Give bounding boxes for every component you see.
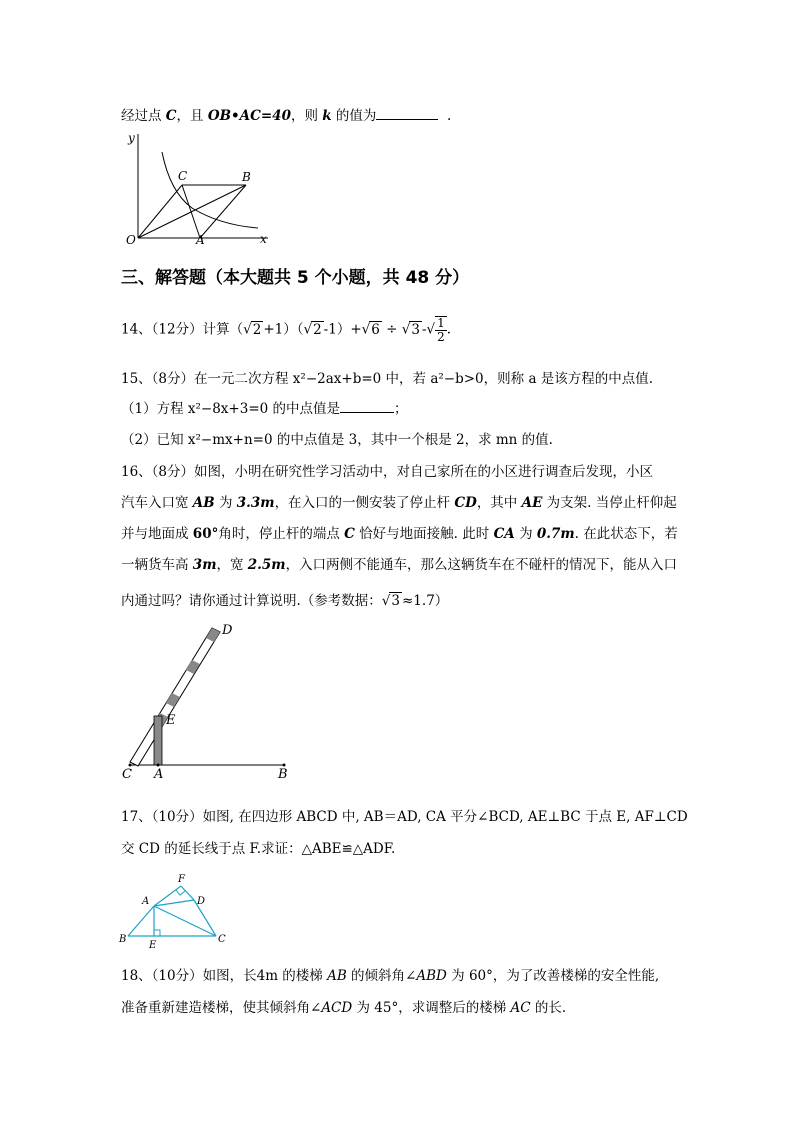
segment-OC xyxy=(138,185,182,238)
q13-text: 经过点 C，且 OB•AC=40，则 k 的值为 . xyxy=(121,108,452,124)
label-C: C xyxy=(122,767,132,782)
label-B: B xyxy=(278,767,288,782)
q16-line3: 并与地面成 60°角时，停止杆的端点 C 恰好与地面接触. 此时 CA 为 0.7m. 在此状态下，若 xyxy=(121,526,678,542)
support-AE xyxy=(154,716,162,765)
label-B: B xyxy=(119,934,127,945)
q15-line1: 15、（8分）在一元二次方程 x²−2ax+b=0 中，若 a²−b>0，则称 a 是该方程的中点值. xyxy=(121,371,654,387)
hyperbola-curve xyxy=(162,152,258,228)
label-D: D xyxy=(222,623,233,638)
q17-figure xyxy=(118,870,233,950)
right-angle-F xyxy=(176,890,185,895)
label-C: C xyxy=(218,934,226,945)
label-E: E xyxy=(149,940,157,950)
q17-line2: 交 CD 的延长线于点 F.求证：△ABE≌△ADF. xyxy=(121,841,396,857)
q14-text: 14、（12分）计算（√2 +1）（√2 -1）+√6 ÷ √3 -√ $\frac{1}{2}$ . xyxy=(121,316,452,344)
label-A: A xyxy=(196,233,205,245)
segment-AB xyxy=(128,906,154,936)
q15-line2: （1）方程 x²−8x+3=0 的中点值是 ； xyxy=(121,401,408,417)
q16-line4: 一辆货车高 3m，宽 2.5m，入口两侧不能通车，那么这辆货车在不碰杆的情况下，能从入口 xyxy=(121,557,678,573)
label-A: A xyxy=(154,767,164,782)
label-A: A xyxy=(142,896,150,907)
q16-figure xyxy=(118,620,308,782)
label-D: D xyxy=(197,896,206,907)
q13-figure xyxy=(120,130,280,245)
answer-blank[interactable] xyxy=(376,106,438,120)
q15-line3: （2）已知 x²−mx+n=0 的中点值是 3，其中一个根是 2，求 mn 的值. xyxy=(121,432,553,448)
q18-line1: 18、（10分）如图，长4m 的楼梯 AB 的倾斜角∠ABD 为 60°，为了改善楼梯的安全性能, xyxy=(121,968,660,984)
label-O: O xyxy=(126,233,136,245)
label-x: x xyxy=(260,232,267,245)
answer-blank[interactable] xyxy=(340,399,394,413)
q18-line2: 准备重新建造楼梯，使其倾斜角∠ACD 为 45°，求调整后的楼梯 AC 的长. xyxy=(121,1000,567,1016)
label-y: y xyxy=(128,131,135,145)
right-angle-E xyxy=(154,930,160,936)
q16-line2: 汽车入口宽 AB 为 3.3m，在入口的一侧安装了停止杆 CD，其中 AE 为支架. 当停止杆仰起 xyxy=(121,495,677,511)
label-C: C xyxy=(178,169,188,183)
segment-AB xyxy=(200,185,246,238)
q17-line1: 17、（10分）如图, 在四边形 ABCD 中, AB＝AD, CA 平分∠BCD, AE⊥BC 于点 E, AF⊥CD xyxy=(121,809,688,825)
q16-line1: 16、（8分）如图，小明在研究性学习活动中，对自己家所在的小区进行调查后发现，小区 xyxy=(121,464,654,480)
segment-OB xyxy=(138,185,246,238)
q16-line5: 内通过吗？请你通过计算说明.（参考数据：√3 ≈1.7） xyxy=(121,593,449,609)
label-E: E xyxy=(166,713,176,728)
label-F: F xyxy=(178,874,185,885)
section-heading: 三、解答题（本大题共 5 个小题，共 48 分） xyxy=(121,268,470,288)
label-B: B xyxy=(242,170,251,184)
